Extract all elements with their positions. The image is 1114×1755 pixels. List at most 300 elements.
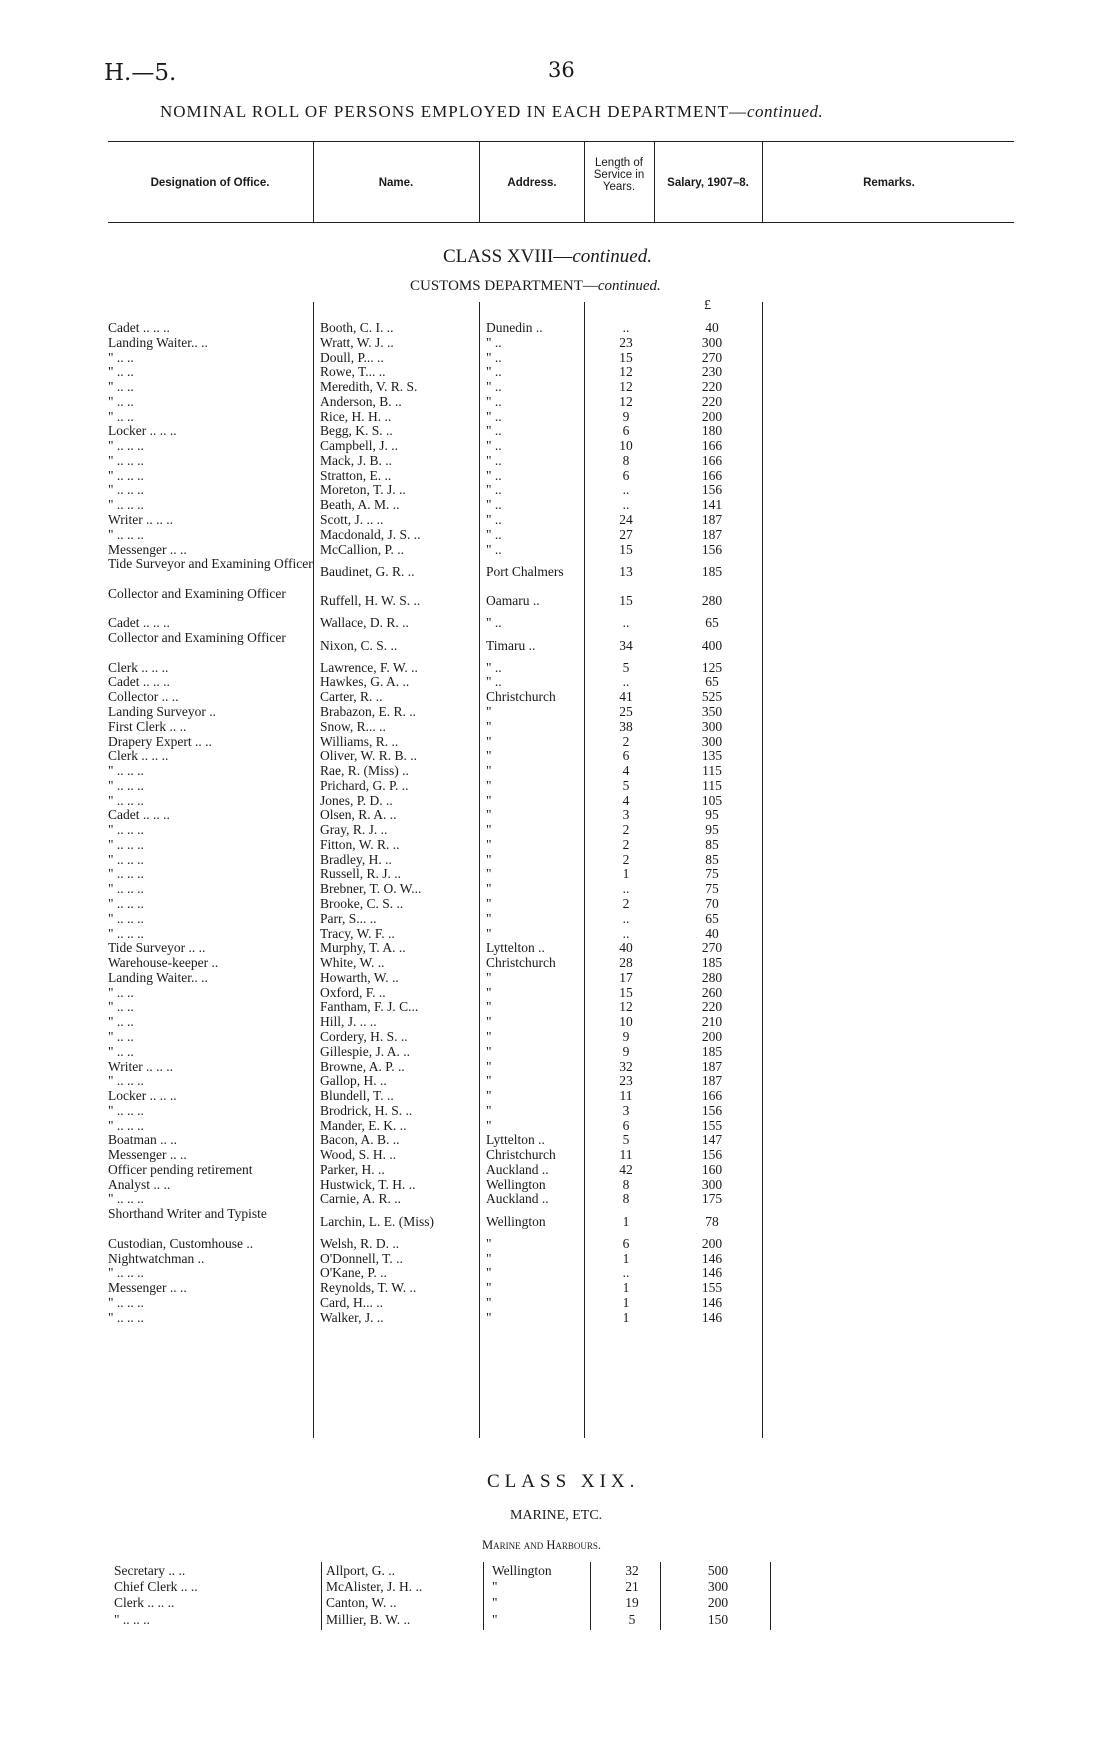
salary-cell: 180	[701, 423, 723, 439]
name-cell: Moreton, T. J. ..	[320, 482, 406, 498]
designation-cell: Collector and Examining Officer	[108, 630, 286, 646]
service-years-cell: 13	[619, 563, 633, 579]
service-years-cell: 15	[619, 984, 633, 1000]
name-cell: Snow, R... ..	[320, 718, 386, 734]
salary-cell: 220	[701, 999, 723, 1015]
address-cell: "	[486, 792, 492, 808]
service-years-cell: 2	[622, 822, 630, 838]
designation-cell: Messenger .. ..	[108, 541, 187, 557]
service-years-cell: 21	[625, 1579, 639, 1595]
designation-cell: " .. .. ..	[108, 526, 144, 542]
header-address: Address.	[507, 177, 557, 189]
name-cell: Scott, J. .. ..	[320, 512, 384, 527]
service-years-cell: 2	[622, 851, 630, 867]
name-cell: Anderson, B. ..	[320, 393, 402, 409]
service-years-cell: ..	[622, 925, 630, 941]
name-cell: Howarth, W. ..	[320, 969, 399, 985]
name-cell: Baudinet, G. R. ..	[320, 563, 415, 579]
name-cell: Bacon, A. B. ..	[320, 1132, 400, 1148]
service-years-cell: 15	[619, 349, 633, 365]
designation-cell: Chief Clerk .. ..	[114, 1579, 198, 1595]
salary-cell: 65	[705, 674, 719, 690]
address-cell: " ..	[486, 334, 502, 350]
address-cell: "	[486, 910, 492, 926]
column-rule	[321, 1562, 322, 1630]
name-cell: Stratton, E. ..	[320, 467, 392, 483]
service-years-cell: 25	[619, 704, 633, 720]
name-cell: Russell, R. J. ..	[320, 866, 402, 882]
service-years-cell: 34	[619, 637, 633, 653]
address-cell: Christchurch	[486, 689, 556, 705]
class-18-title-main: CLASS XVIII—	[443, 246, 573, 267]
salary-cell: 166	[701, 1088, 723, 1104]
designation-cell: Collector and Examining Officer	[108, 585, 286, 601]
service-years-cell: 6	[622, 748, 630, 764]
designation-cell: " .. ..	[108, 408, 134, 424]
designation-cell: Secretary .. ..	[114, 1563, 186, 1578]
header-designation: Designation of Office.	[150, 177, 270, 189]
name-cell: Carter, R. ..	[320, 689, 383, 705]
designation-cell: " .. .. ..	[108, 1191, 144, 1207]
salary-cell: 156	[701, 541, 723, 557]
designation-cell: " .. .. ..	[108, 452, 144, 468]
salary-cell: 400	[701, 637, 723, 653]
name-cell: Macdonald, J. S. ..	[320, 526, 421, 542]
salary-cell: 230	[701, 364, 723, 380]
service-years-cell: 28	[619, 955, 633, 971]
salary-cell: 40	[705, 925, 719, 941]
address-cell: "	[486, 851, 492, 867]
name-cell: Nixon, C. S. ..	[320, 637, 398, 653]
address-cell: "	[486, 925, 492, 941]
salary-cell: 147	[701, 1132, 723, 1148]
name-cell: Murphy, T. A. ..	[320, 940, 406, 956]
salary-cell: 75	[705, 881, 719, 897]
address-cell: "	[486, 1309, 492, 1325]
salary-cell: 115	[702, 763, 722, 779]
service-years-cell: ..	[622, 910, 630, 926]
address-cell: "	[492, 1579, 498, 1595]
designation-cell: Nightwatchman ..	[108, 1250, 205, 1266]
name-cell: Prichard, G. P. ..	[320, 777, 409, 793]
salary-cell: 185	[701, 955, 723, 971]
address-cell: " ..	[486, 541, 502, 557]
header-divider	[313, 141, 314, 222]
class-18-title-suffix: continued.	[572, 246, 652, 267]
salary-cell: 155	[701, 1280, 723, 1296]
name-cell: Browne, A. P. ..	[320, 1058, 405, 1074]
address-cell: " ..	[486, 512, 502, 527]
designation-cell: Collector .. ..	[108, 689, 179, 705]
name-cell: Wallace, D. R. ..	[320, 615, 409, 631]
designation-cell: " .. .. ..	[108, 1309, 144, 1325]
salary-cell: 350	[701, 704, 723, 720]
address-cell: "	[486, 777, 492, 793]
name-cell: O'Kane, P. ..	[320, 1265, 387, 1281]
name-cell: Gray, R. J. ..	[320, 822, 388, 838]
salary-cell: 187	[701, 1073, 723, 1089]
designation-cell: " .. .. ..	[108, 866, 144, 882]
address-cell: "	[486, 969, 492, 985]
address-cell: "	[486, 763, 492, 779]
designation-cell: Locker .. .. ..	[108, 1088, 177, 1104]
marine-harbours-heading: Marine and Harbours.	[482, 1538, 602, 1552]
address-cell: Port Chalmers	[486, 563, 564, 579]
address-cell: "	[486, 1014, 492, 1030]
designation-cell: " .. .. ..	[108, 896, 144, 912]
salary-cell: 65	[705, 910, 719, 926]
name-cell: Reynolds, T. W. ..	[320, 1280, 417, 1296]
salary-cell: 125	[701, 659, 723, 675]
name-cell: Larchin, L. E. (Miss)	[320, 1213, 434, 1229]
service-years-cell: 6	[622, 423, 630, 439]
service-years-cell: 9	[622, 1043, 630, 1059]
address-cell: Christchurch	[486, 1147, 556, 1163]
currency-symbol: £	[704, 298, 711, 313]
salary-cell: 85	[705, 851, 719, 867]
address-cell: Christchurch	[486, 955, 556, 971]
designation-cell: " .. .. ..	[108, 1294, 144, 1310]
name-cell: Beath, A. M. ..	[320, 497, 400, 513]
service-years-cell: 8	[622, 1191, 630, 1207]
designation-cell: Cadet .. .. ..	[108, 807, 170, 823]
service-years-cell: 2	[622, 896, 630, 912]
salary-cell: 166	[701, 452, 723, 468]
salary-cell: 156	[701, 1102, 723, 1118]
name-cell: Canton, W. ..	[326, 1595, 397, 1611]
salary-cell: 270	[701, 349, 723, 365]
salary-cell: 187	[701, 512, 723, 527]
name-cell: Mander, E. K. ..	[320, 1117, 407, 1133]
designation-cell: Landing Waiter.. ..	[108, 334, 208, 350]
service-years-cell: ..	[622, 1265, 630, 1281]
service-years-cell: 38	[619, 718, 633, 734]
address-cell: "	[486, 733, 492, 749]
designation-cell: " .. .. ..	[108, 792, 144, 808]
name-cell: Brooke, C. S. ..	[320, 896, 404, 912]
name-cell: Walker, J. ..	[320, 1309, 384, 1325]
address-cell: "	[486, 896, 492, 912]
header-bottom-rule	[108, 222, 1014, 223]
designation-cell: " .. .. ..	[108, 1265, 144, 1281]
designation-cell: " .. ..	[108, 393, 134, 409]
service-years-cell: ..	[622, 674, 630, 690]
name-cell: Fantham, F. J. C...	[320, 999, 419, 1015]
designation-cell: " .. ..	[108, 349, 134, 365]
designation-cell: " .. .. ..	[108, 851, 144, 867]
address-cell: "	[486, 1088, 492, 1104]
designation-cell: Messenger .. ..	[108, 1280, 187, 1296]
address-cell: " ..	[486, 452, 502, 468]
designation-cell: Writer .. .. ..	[108, 512, 174, 527]
address-cell: "	[486, 984, 492, 1000]
header-name: Name.	[378, 177, 414, 189]
designation-cell: Landing Waiter.. ..	[108, 969, 208, 985]
designation-cell: Cadet .. .. ..	[108, 320, 170, 335]
address-cell: " ..	[486, 674, 502, 690]
name-cell: Mack, J. B. ..	[320, 452, 392, 468]
service-years-cell: 27	[619, 526, 633, 542]
service-years-cell: 9	[622, 1028, 630, 1044]
designation-cell: " .. .. ..	[108, 777, 144, 793]
designation-cell: " .. ..	[108, 364, 134, 380]
header-remarks: Remarks.	[863, 177, 915, 189]
salary-cell: 65	[705, 615, 719, 631]
salary-cell: 200	[701, 408, 723, 424]
name-cell: Welsh, R. D. ..	[320, 1235, 400, 1251]
salary-cell: 160	[701, 1161, 723, 1177]
header-length: Length of Service in Years.	[593, 157, 645, 193]
class-18-title	[443, 246, 652, 268]
name-cell: O'Donnell, T. ..	[320, 1250, 403, 1266]
header-divider	[762, 141, 763, 222]
service-years-cell: 12	[619, 379, 633, 395]
column-rule	[590, 1562, 591, 1630]
address-cell: "	[486, 1265, 492, 1281]
page-title-suffix: continued.	[746, 102, 824, 121]
designation-cell: " .. ..	[108, 1014, 134, 1030]
name-cell: Olsen, R. A. ..	[320, 807, 397, 823]
name-cell: Blundell, T. ..	[320, 1088, 394, 1104]
service-years-cell: ..	[622, 497, 630, 513]
service-years-cell: 23	[619, 1073, 633, 1089]
service-years-cell: 11	[619, 1088, 633, 1104]
designation-cell: Cadet .. .. ..	[108, 674, 170, 690]
designation-cell: Analyst .. ..	[108, 1176, 171, 1192]
salary-cell: 75	[705, 866, 719, 882]
service-years-cell: 9	[622, 408, 630, 424]
designation-cell: Shorthand Writer and Typiste	[108, 1206, 267, 1222]
service-years-cell: 6	[622, 1117, 630, 1133]
address-cell: " ..	[486, 497, 502, 513]
header-divider	[584, 141, 585, 222]
name-cell: Card, H... ..	[320, 1294, 383, 1310]
designation-cell: " .. .. ..	[108, 763, 144, 779]
service-years-cell: 5	[628, 1611, 636, 1627]
salary-cell: 300	[701, 1176, 723, 1192]
salary-cell: 156	[701, 482, 723, 498]
service-years-cell: 42	[619, 1161, 633, 1177]
address-cell: "	[492, 1595, 498, 1611]
salary-cell: 156	[701, 1147, 723, 1163]
name-cell: Brabazon, E. R. ..	[320, 704, 416, 720]
name-cell: Williams, R. ..	[320, 733, 399, 749]
salary-cell: 200	[701, 1028, 723, 1044]
column-rule	[770, 1562, 771, 1630]
address-cell: "	[486, 1073, 492, 1089]
service-years-cell: 8	[622, 1176, 630, 1192]
name-cell: Hawkes, G. A. ..	[320, 674, 410, 690]
salary-cell: 525	[701, 689, 723, 705]
designation-cell: " .. .. ..	[108, 822, 144, 838]
service-years-cell: 6	[622, 467, 630, 483]
designation-cell: First Clerk .. ..	[108, 718, 187, 734]
service-years-cell: 12	[619, 393, 633, 409]
name-cell: Doull, P... ..	[320, 349, 384, 365]
salary-cell: 200	[707, 1595, 729, 1611]
name-cell: Gillespie, J. A. ..	[320, 1043, 410, 1059]
class-19-title: CLASS XIX.	[487, 1471, 640, 1492]
salary-cell: 270	[701, 940, 723, 956]
designation-cell: " .. ..	[108, 379, 134, 395]
service-years-cell: 10	[619, 1014, 633, 1030]
salary-cell: 146	[701, 1309, 723, 1325]
name-cell: Wratt, W. J. ..	[320, 334, 394, 350]
address-cell: "	[486, 1102, 492, 1118]
service-years-cell: 32	[619, 1058, 633, 1074]
name-cell: Hill, J. .. ..	[320, 1014, 377, 1030]
page-number: 36	[548, 58, 575, 82]
service-years-cell: 41	[619, 689, 633, 705]
service-years-cell: 8	[622, 452, 630, 468]
designation-cell: Locker .. .. ..	[108, 423, 177, 439]
salary-cell: 220	[701, 379, 723, 395]
header-top-rule	[108, 141, 1014, 142]
service-years-cell: 11	[619, 1147, 633, 1163]
service-years-cell: 15	[619, 541, 633, 557]
name-cell: Carnie, A. R. ..	[320, 1191, 401, 1207]
address-cell: Wellington	[492, 1563, 552, 1578]
service-years-cell: 5	[622, 659, 630, 675]
address-cell: "	[486, 718, 492, 734]
salary-cell: 95	[705, 822, 719, 838]
service-years-cell: 10	[619, 438, 633, 454]
service-years-cell: 12	[619, 999, 633, 1015]
header-divider	[479, 141, 480, 222]
service-years-cell: ..	[622, 881, 630, 897]
salary-cell: 115	[702, 777, 722, 793]
name-cell: McCallion, P. ..	[320, 541, 405, 557]
salary-cell: 300	[707, 1579, 729, 1595]
designation-cell: " .. .. ..	[108, 467, 144, 483]
address-cell: " ..	[486, 659, 502, 675]
designation-cell: Clerk .. .. ..	[114, 1595, 175, 1611]
address-cell: Auckland ..	[486, 1191, 549, 1207]
designation-cell: Drapery Expert .. ..	[108, 733, 212, 749]
designation-cell: " .. .. ..	[108, 1102, 144, 1118]
salary-cell: 280	[701, 969, 723, 985]
name-cell: Brebner, T. O. W...	[320, 881, 422, 897]
header-divider	[654, 141, 655, 222]
service-years-cell: 1	[622, 1309, 630, 1325]
column-rule	[762, 302, 763, 1438]
service-years-cell: 1	[622, 866, 630, 882]
name-cell: Parker, H. ..	[320, 1161, 385, 1177]
address-cell: "	[486, 807, 492, 823]
designation-cell: " .. .. ..	[108, 881, 144, 897]
designation-cell: " .. .. ..	[108, 910, 144, 926]
address-cell: Lyttelton ..	[486, 940, 545, 956]
designation-cell: " .. .. ..	[108, 497, 144, 513]
name-cell: Oxford, F. ..	[320, 984, 386, 1000]
page-title-main: NOMINAL ROLL OF PERSONS EMPLOYED IN EACH DEPARTMENT—	[160, 102, 747, 121]
name-cell: Millier, B. W. ..	[326, 1611, 411, 1627]
name-cell: Jones, P. D. ..	[320, 792, 393, 808]
address-cell: "	[486, 1043, 492, 1059]
address-cell: " ..	[486, 526, 502, 542]
designation-cell: " .. ..	[108, 984, 134, 1000]
address-cell: "	[486, 866, 492, 882]
service-years-cell: 40	[619, 940, 633, 956]
name-cell: Ruffell, H. W. S. ..	[320, 593, 421, 609]
service-years-cell: 32	[625, 1563, 639, 1578]
designation-cell: Messenger .. ..	[108, 1147, 187, 1163]
address-cell: Wellington	[486, 1213, 546, 1229]
address-cell: " ..	[486, 349, 502, 365]
designation-cell: " .. .. ..	[108, 1073, 144, 1089]
salary-cell: 210	[701, 1014, 723, 1030]
service-years-cell: 2	[622, 836, 630, 852]
salary-cell: 135	[701, 748, 723, 764]
header-salary: Salary, 1907–8.	[667, 177, 749, 189]
service-years-cell: ..	[622, 320, 630, 335]
name-cell: Parr, S... ..	[320, 910, 377, 926]
salary-cell: 40	[705, 320, 719, 335]
salary-cell: 187	[701, 526, 723, 542]
address-cell: " ..	[486, 393, 502, 409]
service-years-cell: 23	[619, 334, 633, 350]
name-cell: Rae, R. (Miss) ..	[320, 763, 409, 779]
address-cell: "	[486, 1294, 492, 1310]
address-cell: "	[486, 1280, 492, 1296]
salary-cell: 155	[701, 1117, 723, 1133]
salary-cell: 146	[701, 1250, 723, 1266]
address-cell: " ..	[486, 467, 502, 483]
salary-cell: 280	[701, 593, 723, 609]
name-cell: Begg, K. S. ..	[320, 423, 393, 439]
salary-cell: 166	[701, 438, 723, 454]
address-cell: "	[486, 704, 492, 720]
name-cell: Fitton, W. R. ..	[320, 836, 400, 852]
designation-cell: " .. ..	[108, 1028, 134, 1044]
salary-cell: 146	[701, 1265, 723, 1281]
address-cell: Dunedin ..	[486, 320, 543, 335]
address-cell: "	[486, 748, 492, 764]
designation-cell: Tide Surveyor .. ..	[108, 940, 206, 956]
address-cell: "	[486, 1028, 492, 1044]
salary-cell: 141	[701, 497, 723, 513]
address-cell: " ..	[486, 438, 502, 454]
address-cell: " ..	[486, 408, 502, 424]
designation-cell: Landing Surveyor ..	[108, 704, 216, 720]
address-cell: "	[486, 1235, 492, 1251]
name-cell: Allport, G. ..	[326, 1563, 395, 1578]
designation-cell: " .. ..	[108, 1043, 134, 1059]
customs-department-main: CUSTOMS DEPARTMENT—	[410, 278, 598, 294]
salary-cell: 300	[701, 718, 723, 734]
address-cell: "	[486, 999, 492, 1015]
designation-cell: " .. .. ..	[108, 482, 144, 498]
service-years-cell: 1	[622, 1294, 630, 1310]
service-years-cell: 17	[619, 969, 633, 985]
salary-cell: 146	[701, 1294, 723, 1310]
service-years-cell: 4	[622, 792, 630, 808]
salary-cell: 500	[707, 1563, 729, 1578]
designation-cell: Clerk .. .. ..	[108, 659, 169, 675]
service-years-cell: 15	[619, 593, 633, 609]
salary-cell: 200	[701, 1235, 723, 1251]
salary-cell: 78	[705, 1213, 719, 1229]
designation-cell: " .. .. ..	[108, 438, 144, 454]
designation-cell: Writer .. .. ..	[108, 1058, 174, 1074]
service-years-cell: 12	[619, 364, 633, 380]
salary-cell: 220	[701, 393, 723, 409]
address-cell: Lyttelton ..	[486, 1132, 545, 1148]
designation-cell: Cadet .. .. ..	[108, 615, 170, 631]
name-cell: Lawrence, F. W. ..	[320, 659, 418, 675]
name-cell: Hustwick, T. H. ..	[320, 1176, 416, 1192]
address-cell: "	[486, 1058, 492, 1074]
